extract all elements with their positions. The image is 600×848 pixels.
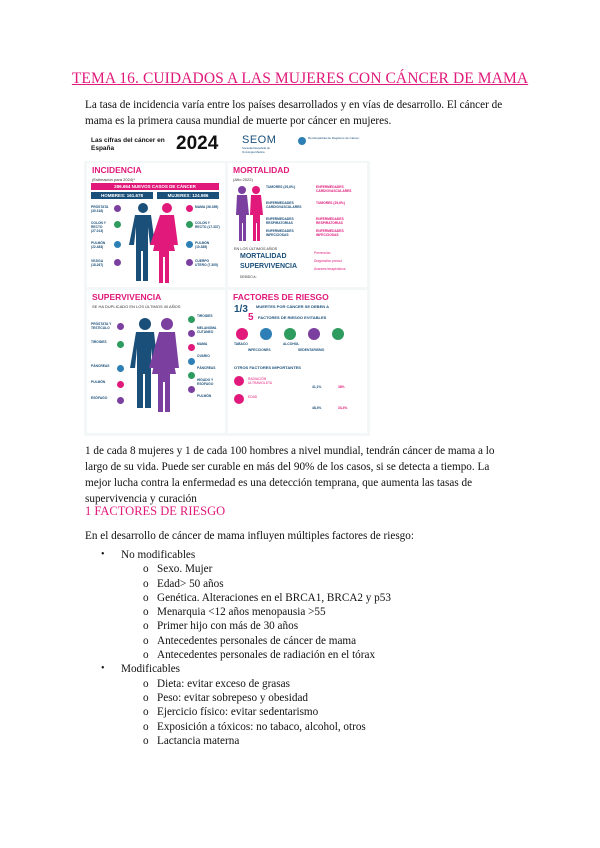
bullet-marker: • [101, 549, 105, 560]
percent-value: 48,4% [312, 406, 322, 410]
sub-marker: o [143, 634, 149, 647]
sub-marker: o [143, 577, 149, 590]
mortality-cause: TUMORES (29,6%) [266, 185, 295, 189]
risk-factor-list [0, 548, 391, 748]
list-item [121, 677, 391, 691]
bullet-marker: • [101, 663, 105, 675]
organ-icon [117, 381, 124, 388]
list-item [121, 634, 391, 648]
percent-value: 38% [338, 385, 345, 389]
alcohol-icon [284, 328, 296, 340]
human-figures-icon [125, 201, 185, 283]
organ-icon [188, 344, 195, 351]
risk-icon-label: TABACO [234, 342, 248, 346]
list-group-no-modificables [0, 548, 391, 662]
mortality-cause: ENFERMEDADES CARDIOVASCULARES [266, 201, 302, 209]
organ-icon [114, 259, 121, 266]
organ-icon [114, 241, 121, 248]
prevalence-paragraph [85, 443, 517, 507]
survival-site: TIROIDES [197, 314, 213, 318]
organ-icon [188, 316, 195, 323]
five-text: FACTORES DE RIESGO EVITABLES [258, 315, 327, 320]
organ-icon [186, 205, 193, 212]
mortalidad-subtitle: (Año 2022) [233, 177, 253, 182]
diet-icon [332, 328, 344, 340]
mortality-cause: TUMORES (29,6%) [316, 201, 345, 205]
mortalidad-panel [228, 163, 367, 287]
women-site: CUERPO UTERO (7.305) [195, 259, 218, 267]
group-label: Modificables [121, 663, 181, 676]
section-intro: En el desarrollo de cáncer de mama influyen múltiples factores de riesgo: [85, 530, 414, 542]
sun-icon [234, 376, 244, 386]
organ-icon [186, 241, 193, 248]
organ-icon [114, 221, 121, 228]
survival-site: ESÓFAGO [91, 396, 108, 400]
infection-icon [260, 328, 272, 340]
text-line: largo de su vida. Puede ser curable en más del 90% de los casos, si se detecta a tiempo. La [85, 461, 490, 473]
women-site: COLON Y RECTO (17.337) [195, 221, 220, 229]
trend-supervivencia: SUPERVIVENCIA [240, 263, 298, 270]
men-site: COLON Y RECTO (27.013) [91, 221, 106, 233]
supervivencia-title: SUPERVIVENCIA [92, 292, 162, 302]
age-icon [234, 394, 244, 404]
reason-item: Avances terapéuticos [314, 267, 346, 271]
risk-icon-label: SEDENTARISMO [298, 348, 325, 352]
mortality-cause: ENFERMEDADES INFECCIOSAS [266, 229, 294, 237]
reason-item: Prevención [314, 251, 331, 255]
factores-panel [228, 290, 367, 433]
list-item-text: Edad> 50 años [157, 577, 224, 590]
organ-icon [117, 365, 124, 372]
text-line: supervivencia y curación [85, 493, 197, 505]
list-item [121, 562, 391, 576]
sub-marker: o [143, 691, 149, 704]
text-line: mejor lucha contra la enfermedad es una detección temprana, que aumenta las tasas de [85, 477, 473, 489]
organ-icon [114, 205, 121, 212]
percent-value: 33,4% [338, 406, 348, 410]
otros-heading: OTROS FACTORES IMPORTANTES [234, 365, 301, 370]
organ-icon [186, 221, 193, 228]
list-item [121, 577, 391, 591]
survival-site: MAMA [197, 342, 208, 346]
text-line: 1 de cada 8 mujeres y 1 de cada 100 hombres a nivel mundial, tendrán cáncer de mama a lo [85, 445, 495, 457]
factores-title: FACTORES DE RIESGO [233, 292, 329, 302]
list-item-text: Peso: evitar sobrepeso y obesidad [157, 691, 308, 704]
sub-marker: o [143, 563, 149, 576]
redecan-label: Red Española de Registros de Cáncer [308, 136, 360, 140]
survival-site: OVARIO [197, 354, 210, 358]
list-item-text: Ejercicio físico: evitar sedentarismo [157, 706, 319, 719]
men-site: VEJIGA (18.267) [91, 259, 104, 267]
fraction-text: MUERTES POR CÁNCER SE DEBEN A [256, 304, 329, 309]
infographic-header [84, 131, 370, 161]
organ-icon [117, 341, 124, 348]
list-item [121, 605, 391, 619]
mortality-cause: ENFERMEDADES RESPIRATORIAS [316, 217, 344, 225]
sub-marker: o [143, 649, 149, 662]
list-item-text: Genética. Alteraciones en el BRCA1, BRCA2 y p53 [157, 591, 391, 604]
risk-icon-label: ALCOHOL [283, 342, 300, 346]
tobacco-icon [236, 328, 248, 340]
survival-site: PULMÓN [197, 394, 212, 398]
survival-site: PRÓSTATA Y TESTÍCULO [91, 322, 112, 330]
otros-item: EDAD [248, 395, 258, 399]
organ-icon [117, 397, 124, 404]
sedentary-icon [308, 328, 320, 340]
five-value: 5 [248, 312, 254, 323]
sub-marker: o [143, 706, 149, 719]
organ-icon [188, 330, 195, 337]
group-label: No modificables [121, 549, 196, 561]
mortalidad-title: MORTALIDAD [233, 165, 290, 175]
survival-site: PÁNCREAS [197, 366, 216, 370]
men-site: PULMÓN (22.483) [91, 241, 106, 249]
organ-icon [186, 259, 193, 266]
sub-marker: o [143, 720, 149, 733]
trend-label: EN LOS ÚLTIMOS AÑOS [234, 247, 278, 251]
list-item-text: Menarquia <12 años menopausia >55 [157, 606, 326, 619]
human-figures-icon [127, 316, 185, 412]
cancer-statistics-infographic [84, 131, 370, 436]
incidencia-men: HOMBRES: 161.678 [91, 192, 153, 199]
incidencia-total: 286.664 NUEVOS CASOS DE CÁNCER [91, 183, 219, 190]
percent-value: 41,1% [312, 385, 322, 389]
women-site: MAMA (36.395) [195, 205, 219, 209]
sub-marker: o [143, 677, 149, 690]
otros-item: RADIACIÓN ULTRAVIOLETA [248, 377, 272, 385]
mortality-cause: ENFERMEDADES RESPIRATORIAS [266, 217, 294, 225]
survival-site: PULMÓN [91, 380, 106, 384]
sub-marker: o [143, 734, 149, 747]
organ-icon [188, 386, 195, 393]
list-item-text: Exposición a tóxicos: no tabaco, alcohol, otros [157, 720, 366, 733]
survival-site: HÍGADO Y ESÓFAGO [197, 378, 214, 386]
sub-list [121, 677, 391, 748]
mortality-cause: ENFERMEDADES CARDIOVASCULARES [316, 185, 352, 193]
list-item [121, 734, 391, 748]
mortality-cause: ENFERMEDADES INFECCIOSAS [316, 229, 344, 237]
men-site: PRÓSTATA (30.316) [91, 205, 109, 213]
sub-marker: o [143, 620, 149, 633]
risk-icon-label: INFECCIONES [248, 348, 271, 352]
seom-logo: SEOM [242, 134, 277, 146]
list-item [121, 720, 391, 734]
survival-site: PÁNCREAS [91, 364, 110, 368]
list-item-text: Antecedentes personales de radiación en el tórax [157, 649, 376, 662]
organ-icon [188, 372, 195, 379]
incidencia-panel [87, 163, 225, 287]
human-figures-icon [234, 185, 264, 243]
supervivencia-panel [87, 290, 225, 433]
supervivencia-subtitle: SE HA DUPLICADO EN LOS ÚLTIMOS 40 AÑOS [92, 304, 181, 309]
list-item-text: Primer hijo con más de 30 años [157, 620, 299, 633]
trend-debido: DEBIDO A: [240, 275, 257, 279]
organ-icon [188, 358, 195, 365]
survival-site: TIROIDES [91, 340, 107, 344]
sub-list [121, 562, 391, 662]
list-item-text: Dieta: evitar exceso de grasas [157, 677, 290, 690]
text-line: La tasa de incidencia varía entre los países desarrollados y en vías de desarrollo. El cáncer de [85, 99, 503, 111]
survival-site: MELANOMA CUTÁNEO [197, 326, 217, 334]
reason-item: Diagnóstico precoz [314, 259, 343, 263]
infographic-header-title: Las cifras del cáncer en España [91, 137, 165, 152]
list-item [121, 648, 391, 662]
list-item-text: Antecedentes personales de cáncer de mama [157, 634, 357, 647]
page-title: TEMA 16. CUIDADOS A LAS MUJERES CON CÁNCER DE MAMA [71, 70, 529, 87]
women-site: PULMÓN (10.385) [195, 241, 210, 249]
organ-icon [117, 323, 124, 330]
sub-marker: o [143, 606, 149, 619]
sub-marker: o [143, 591, 149, 604]
section-heading: 1 FACTORES DE RIESGO [85, 504, 226, 518]
infographic-year: 2024 [176, 133, 219, 154]
incidencia-women: MUJERES: 124.986 [157, 192, 219, 199]
seom-subtitle: Sociedad Española de Oncología Médica [242, 146, 270, 154]
list-item [121, 591, 391, 605]
trend-mortalidad: MORTALIDAD [240, 253, 287, 260]
intro-paragraph [85, 97, 517, 129]
incidencia-subtitle: (Estimación para 2024)* [92, 177, 135, 182]
incidencia-title: INCIDENCIA [92, 165, 142, 175]
list-item-text: Lactancia materna [157, 734, 240, 747]
list-item-text: Sexo. Mujer [157, 563, 213, 576]
list-group-modificables [0, 662, 391, 748]
list-item [121, 619, 391, 633]
fraction-value: 1/3 [234, 304, 248, 315]
redecan-logo-icon [298, 137, 306, 145]
list-item [121, 705, 391, 719]
list-item [121, 691, 391, 705]
text-line: mama es la primera causa mundial de muerte por cáncer en mujeres. [85, 115, 392, 127]
